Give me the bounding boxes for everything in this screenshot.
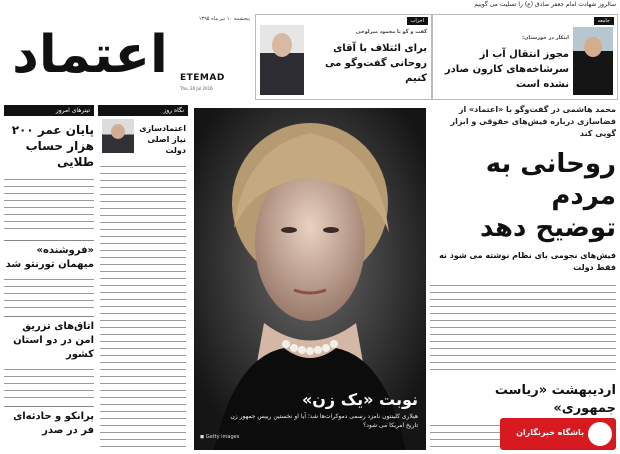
left-item-4[interactable]: پرانکو و حادثه‌ای فر در صدر (4, 406, 94, 438)
left-section-tag: تیترهای امروز (4, 105, 94, 116)
date-info (180, 16, 250, 45)
header-title-society: مجوز انتقال آب از سرشاخه‌های کارون صادر نشده است (444, 49, 569, 90)
header-box-society[interactable] (432, 14, 618, 100)
mirlohi-photo (260, 25, 304, 95)
watermark-logo-icon (588, 422, 612, 446)
left-item-1-body (4, 176, 94, 234)
right-subhead: فیش‌های نجومی بای نظام نوشته می شود نه فقط دولت (439, 251, 616, 272)
edition-info (180, 86, 250, 92)
photo-subcaption: هیلاری کلینتون نامزد رسمی دموکرات‌ها شد؛ آیا او نخستین رییس جمهور زن تاریخ امریکا می شود؟ (230, 413, 418, 429)
header-tag-parties: احزاب (407, 17, 428, 25)
opinion-column (98, 105, 188, 450)
latin-name: ETEMAD (180, 73, 225, 83)
opinion-tag: نگاه روز (98, 105, 188, 116)
header-box-parties[interactable] (255, 14, 432, 100)
left-item-2-body (4, 276, 94, 310)
left-item-3[interactable]: اتاق‌های تزریق امن در دو استان کشور (4, 316, 94, 362)
right-headline-2[interactable]: توضیح دهد (480, 213, 616, 243)
right-body (430, 282, 616, 374)
left-item-1[interactable]: پایان عمر ۲۰۰ هزار حساب طلایی (11, 123, 94, 169)
ebtekar-photo (573, 27, 613, 95)
top-announcement (0, 0, 620, 9)
top-announcement-text: سالروز شهادت امام جعفر صادق (ع) را تسلیت می گوییم (474, 1, 616, 8)
photo-credit-text: Getty images (205, 434, 240, 440)
right-bottom-headline[interactable]: اردیبهشت «ریاست جمهوری» (494, 383, 616, 416)
main-photo[interactable] (194, 108, 426, 450)
right-column (430, 104, 616, 450)
left-item-2[interactable]: «فروشنده» میهمان تورنتو شد (4, 240, 94, 272)
opinion-body (100, 163, 186, 447)
newspaper-logo (8, 10, 173, 95)
header-title-parties: برای ائتلاف با آقای روحانی گفت‌وگو می کنیم (325, 43, 427, 84)
opinion-title[interactable]: اعتمادسازی نیاز اصلی دولت (139, 124, 186, 155)
left-column (4, 105, 94, 450)
header-kicker-parties: گفت و گو با محمود میرلوحی (355, 29, 427, 35)
right-kicker: محمد هاشمی در گفت‌وگو با «اعتماد» از فضاسازی درباره فیش‌های حقوقی و ابزار گویی کند (450, 105, 616, 138)
date-en: Thu, 30 Jul 2016 (180, 86, 213, 91)
svg-text:اعتماد: اعتماد (12, 25, 168, 85)
right-headline-1[interactable]: روحانی به مردم (485, 149, 616, 211)
watermark-text: باشگاه خبرنگاران (516, 428, 584, 437)
header-tag-society: جامعه (594, 17, 614, 25)
photo-caption: نوبت «یک زن» (301, 390, 418, 409)
camera-icon: ◼ (200, 434, 206, 440)
date-fa: پنجشنبه ۱۰ تیر ماه ۱۳۹۵ (198, 16, 250, 22)
header-kicker-society: ابتکار در خوزستان: (522, 35, 569, 41)
columnist-photo (102, 119, 134, 153)
photo-credit (200, 434, 239, 440)
left-item-3-body (4, 366, 94, 400)
watermark-badge (500, 418, 616, 450)
